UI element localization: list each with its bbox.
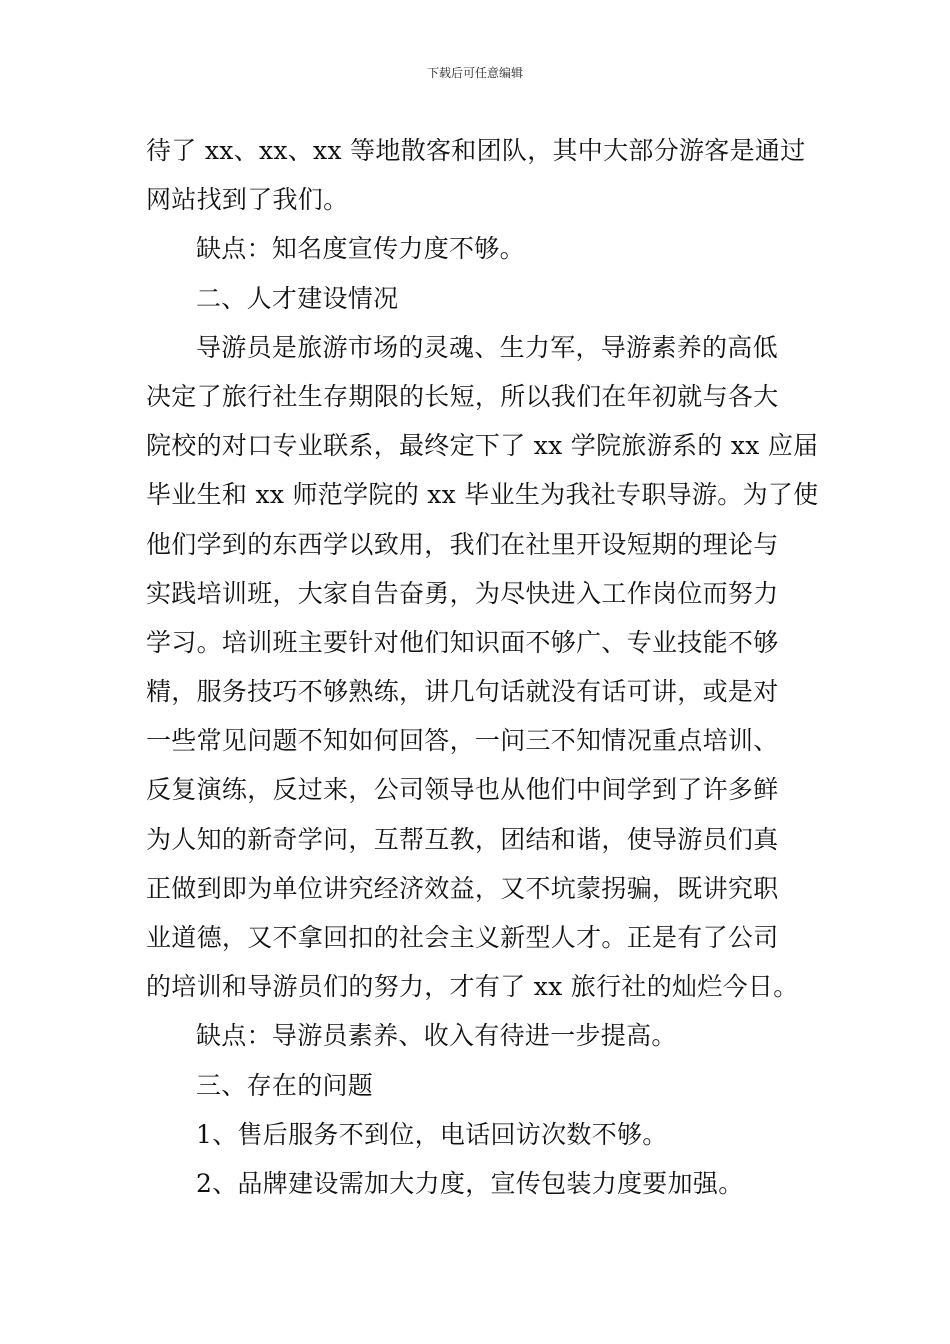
paragraph-line: 正做到即为单位讲究经济效益，又不坑蒙拐骗，既讲究职 [146,873,779,903]
paragraph-line: 一些常见问题不知如何回答，一问三不知情况重点培训、 [146,726,779,756]
paragraph-line: 实践培训班，大家自告奋勇，为尽快进入工作岗位而努力 [146,578,779,608]
paragraph-line: 导游员是旅游市场的灵魂、生力军，导游素养的高低 [196,332,778,362]
paragraph-line: 精，服务技巧不够熟练，讲几句话就没有话可讲，或是对 [146,677,779,707]
paragraph-line: 反复演练，反过来，公司领导也从他们中间学到了许多鲜 [146,775,779,805]
section-heading: 二、人才建设情况 [196,283,399,313]
list-item: 1、售后服务不到位，电话回访次数不够。 [196,1119,668,1149]
paragraph-line: 毕业生和 xx 师范学院的 xx 毕业生为我社专职导游。为了使 [146,480,819,510]
paragraph-line: 决定了旅行社生存期限的长短，所以我们在年初就与各大 [146,381,779,411]
document-body [146,126,819,1208]
paragraph-line: 为人知的新奇学问，互帮互教，团结和谐，使导游员们真 [146,824,779,854]
list-item: 2、品牌建设需加大力度，宣传包装力度要加强。 [196,1168,744,1198]
paragraph-line: 缺点：知名度宣传力度不够。 [196,234,525,264]
paragraph-line: 网站找到了我们。 [146,185,349,215]
paragraph-line: 待了 xx、xx、xx 等地散客和团队，其中大部分游客是通过 [146,136,806,165]
paragraph-line: 业道德，又不拿回扣的社会主义新型人才。正是有了公司 [146,923,779,952]
section-heading: 三、存在的问题 [196,1070,374,1100]
paragraph-line: 他们学到的东西学以致用，我们在社里开设短期的理论与 [146,529,779,559]
page-header: 下载后可任意编辑 [426,66,523,80]
paragraph-line: 院校的对口专业联系，最终定下了 xx 学院旅游系的 xx 应届 [146,431,819,461]
paragraph-line: 的培训和导游员们的努力，才有了 xx 旅行社的灿烂今日。 [146,972,799,1002]
paragraph-line: 学习。培训班主要针对他们知识面不够广、专业技能不够 [146,627,779,657]
paragraph-line: 缺点：导游员素养、收入有待进一步提高。 [196,1021,677,1051]
